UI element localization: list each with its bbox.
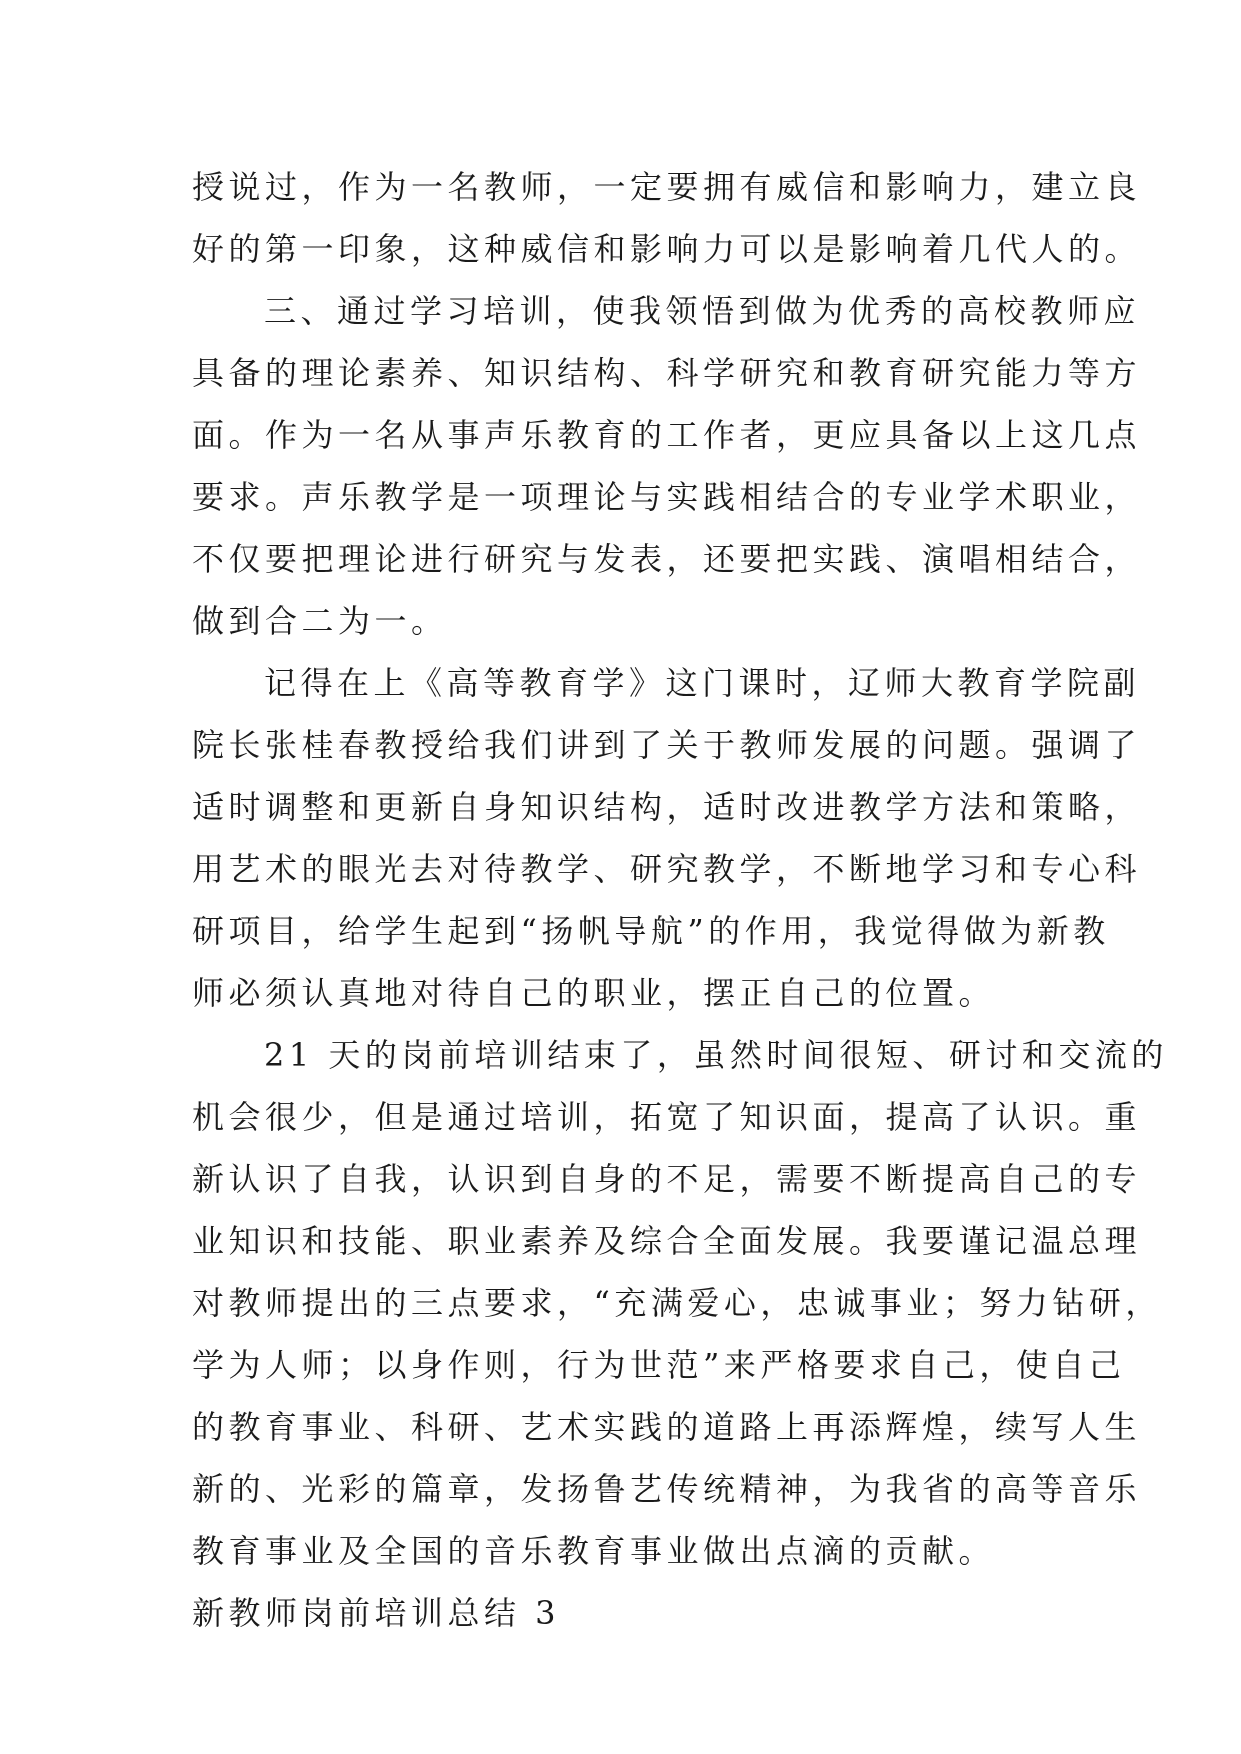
text-line: 学为人师；以身作则，行为世范”来严格要求自己，使自己: [192, 1346, 1126, 1384]
text-line: 授说过，作为一名教师，一定要拥有威信和影响力，建立良: [192, 168, 1142, 206]
text-line: 面。作为一名从事声乐教育的工作者，更应具备以上这几点: [192, 416, 1142, 454]
text-line: 用艺术的眼光去对待教学、研究教学，不断地学习和专心科: [192, 850, 1142, 888]
text-line: 对教师提出的三点要求，“充满爱心，忠诚事业；努力钻研，: [192, 1284, 1162, 1322]
text-line: 的教育事业、科研、艺术实践的道路上再添辉煌，续写人生: [192, 1408, 1142, 1446]
paragraph-start-line: 记得在上《高等教育学》这门课时，辽师大教育学院副: [264, 664, 1141, 702]
text-line: 要求。声乐教学是一项理论与实践相结合的专业学术职业，: [192, 478, 1142, 516]
paragraph-start-line: 三、通过学习培训，使我领悟到做为优秀的高校教师应: [264, 292, 1141, 330]
paragraph-start-line: 21 天的岗前培训结束了，虽然时间很短、研讨和交流的: [264, 1036, 1168, 1074]
text-line: 做到合二为一。: [192, 602, 448, 640]
section-heading: 新教师岗前培训总结 3: [192, 1594, 561, 1632]
text-line: 师必须认真地对待自己的职业，摆正自己的位置。: [192, 974, 996, 1012]
text-line: 不仅要把理论进行研究与发表，还要把实践、演唱相结合，: [192, 540, 1142, 578]
text-line: 好的第一印象，这种威信和影响力可以是影响着几代人的。: [192, 230, 1142, 268]
text-line: 机会很少，但是通过培训，拓宽了知识面，提高了认识。重: [192, 1098, 1142, 1136]
text-line: 院长张桂春教授给我们讲到了关于教师发展的问题。强调了: [192, 726, 1142, 764]
document-body: [192, 156, 1168, 1644]
text-line: 研项目，给学生起到“扬帆导航”的作用，我觉得做为新教: [192, 912, 1110, 950]
text-line: 具备的理论素养、知识结构、科学研究和教育研究能力等方: [192, 354, 1142, 392]
text-line: 新的、光彩的篇章，发扬鲁艺传统精神，为我省的高等音乐: [192, 1470, 1142, 1508]
text-line: 业知识和技能、职业素养及综合全面发展。我要谨记温总理: [192, 1222, 1142, 1260]
text-line: 新认识了自我，认识到自身的不足，需要不断提高自己的专: [192, 1160, 1142, 1198]
text-line: 教育事业及全国的音乐教育事业做出点滴的贡献。: [192, 1532, 996, 1570]
text-line: 适时调整和更新自身知识结构，适时改进教学方法和策略，: [192, 788, 1142, 826]
